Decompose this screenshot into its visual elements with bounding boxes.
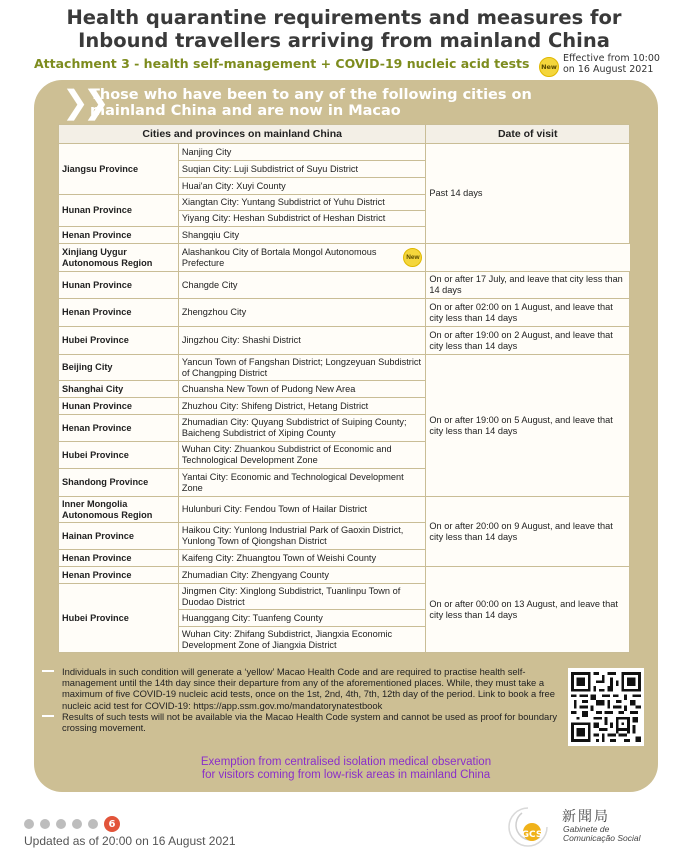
table-row — [59, 497, 630, 523]
effective-line-1: Effective from 10:00 — [563, 53, 660, 64]
province-cell: Beijing City — [59, 355, 179, 381]
title-line-1: Health quarantine requirements and measures for — [66, 6, 622, 29]
exemption-line-2: for visitors coming from low-risk areas in mainland China — [201, 769, 491, 781]
date-cell: On or after 20:00 on 9 August, and leave that city less than 14 days — [426, 497, 630, 567]
notes — [42, 666, 562, 733]
col-header-region: Cities and provinces on mainland China — [59, 125, 426, 144]
exemption-line-1: Exemption from centralised isolation medical observation — [200, 756, 492, 768]
table-header-row — [59, 125, 630, 144]
province-cell: Inner Mongolia Autonomous Region — [59, 497, 179, 523]
province-cell: Hunan Province — [59, 195, 179, 227]
province-cell: Hubei Province — [59, 442, 179, 469]
table-row — [59, 327, 630, 355]
date-cell: On or after 19:00 on 5 August, and leave that city less than 14 days — [426, 355, 630, 497]
city-cell: Zhumadian City: Zhengyang County — [178, 567, 426, 584]
city-text: Alashankou City of Bortala Mongol Autonomous Prefecture — [181, 246, 377, 268]
note-text: Results of such tests will not be available via the Macao Health Code system and cannot be used as proof for boundary crossing movement. — [62, 710, 558, 734]
province-cell: Henan Province — [59, 299, 179, 327]
city-cell: Zhengzhou City — [178, 299, 426, 327]
subtitle: Attachment 3 - health self-management + COVID-19 nucleic acid tests — [34, 56, 530, 71]
city-cell: Zhuzhou City: Shifeng District, Hetang District — [178, 398, 426, 415]
page-dot[interactable] — [88, 819, 98, 829]
note-item — [42, 666, 562, 711]
city-cell: Yantai City: Economic and Technological Development Zone — [178, 469, 426, 497]
note-item — [42, 711, 562, 733]
city-cell: Shangqiu City — [178, 227, 426, 244]
page-dot[interactable] — [56, 819, 66, 829]
table-row — [59, 567, 630, 584]
note-text: Individuals in such condition will generate a ‘yellow’ Macao Health Code and are required to practise health self-management until the 14th day since their departure from any of the aforementioned places. While, they must take a maximum of five COVID-19 nucleic acid tests, once on the 1st, 2nd, 4th, 7th, 12th day of the period. Link to book a free nucleic acid test for COVID-19: https://app.ssm.gov.mo/mandatorynatestbook — [62, 666, 555, 711]
city-cell: Kaifeng City: Zhuangtou Town of Weishi County — [178, 550, 426, 567]
province-cell: Henan Province — [59, 550, 179, 567]
page-dot[interactable] — [24, 819, 34, 829]
city-cell: Nanjing City — [178, 144, 426, 161]
city-cell: Xiangtan City: Yuntang Subdistrict of Yuhu District — [178, 195, 426, 211]
qr-code-icon[interactable] — [568, 668, 644, 746]
gcs-logo — [504, 804, 552, 850]
org-name-cn: 新聞局 — [562, 809, 610, 825]
city-cell: Yiyang City: Heshan Subdistrict of Heshan District — [178, 211, 426, 227]
dash-bullet-icon — [42, 670, 54, 672]
page-dot[interactable] — [72, 819, 82, 829]
province-cell: Hunan Province — [59, 272, 179, 299]
city-cell: Zhumadian City: Quyang Subdistrict of Suiping County; Baicheng Subdistrict of Xiping County — [178, 415, 426, 442]
panel-title — [90, 87, 532, 119]
panel-title-line-2: mainland China and are now in Macao — [90, 103, 401, 119]
org-pt-line-1: Gabinete de — [563, 824, 610, 834]
org-pt-line-2: Comunicação Social — [563, 833, 641, 843]
title-line-2: Inbound travellers arriving from mainland China — [78, 29, 610, 52]
date-cell: On or after 02:00 on 1 August, and leave that city less than 14 days — [426, 299, 630, 327]
city-cell: Chuansha New Town of Pudong New Area — [178, 381, 426, 398]
city-cell: Huanggang City: Tuanfeng County — [178, 610, 426, 627]
province-cell: Hubei Province — [59, 584, 179, 653]
col-header-date: Date of visit — [426, 125, 630, 144]
org-name-pt — [563, 825, 640, 843]
dash-bullet-icon — [42, 715, 54, 717]
province-cell: Xinjiang Uygur Autonomous Region — [59, 244, 179, 272]
city-cell: Hulunburi City: Fendou Town of Hailar District — [178, 497, 426, 523]
city-cell: Changde City — [178, 272, 426, 299]
cities-table — [58, 124, 630, 653]
city-cell: Yancun Town of Fangshan District; Longzeyuan Subdistrict of Changping District — [178, 355, 426, 381]
table-row — [59, 244, 630, 272]
effective-line-2: on 16 August 2021 — [563, 63, 654, 75]
city-cell — [178, 244, 426, 272]
province-cell: Henan Province — [59, 227, 179, 244]
new-badge-icon: New — [539, 57, 559, 77]
updated-timestamp: Updated as of 20:00 on 16 August 2021 — [24, 834, 236, 848]
city-cell: Haikou City: Yunlong Industrial Park of Gaoxin District, Yunlong Town of Qiongshan District — [178, 523, 426, 550]
date-cell: On or after 19:00 on 2 August, and leave that city less than 14 days — [426, 327, 630, 355]
city-cell: Jingmen City: Xinglong Subdistrict, Tuanlinpu Town of Duodao District — [178, 584, 426, 610]
city-cell: Huai'an City: Xuyi County — [178, 178, 426, 195]
current-page-badge: 6 — [104, 816, 120, 832]
page-title — [0, 6, 688, 52]
city-cell: Suqian City: Luji Subdistrict of Suyu District — [178, 161, 426, 178]
table-row — [59, 299, 630, 327]
province-cell: Hainan Province — [59, 523, 179, 550]
province-cell: Hubei Province — [59, 327, 179, 355]
logo-text: GCS — [521, 830, 543, 840]
province-cell: Jiangsu Province — [59, 144, 179, 195]
date-cell: Past 14 days — [426, 144, 630, 244]
panel-title-line-1: Those who have been to any of the following cities on — [90, 87, 532, 103]
table-row — [59, 355, 630, 381]
province-cell: Hunan Province — [59, 398, 179, 415]
city-cell: Wuhan City: Zhuankou Subdistrict of Economic and Technological Development Zone — [178, 442, 426, 469]
page-indicator — [24, 816, 120, 832]
double-chevron-icon: ❯❯ — [62, 83, 104, 121]
table-row — [59, 144, 630, 161]
effective-date — [563, 54, 660, 75]
province-cell: Shandong Province — [59, 469, 179, 497]
new-badge-icon: New — [403, 248, 422, 267]
page-dot[interactable] — [40, 819, 50, 829]
city-cell: Jingzhou City: Shashi District — [178, 327, 426, 355]
date-cell: On or after 00:00 on 13 August, and leave that city less than 14 days — [426, 567, 630, 653]
province-cell: Shanghai City — [59, 381, 179, 398]
city-cell: Wuhan City: Zhifang Subdistrict, Jiangxia Economic Development Zone of Jiangxia District — [178, 627, 426, 653]
province-cell: Henan Province — [59, 415, 179, 442]
table-row — [59, 272, 630, 299]
province-cell: Henan Province — [59, 567, 179, 584]
date-cell: On or after 17 July, and leave that city less than 14 days — [426, 272, 630, 299]
exemption-link[interactable] — [34, 756, 658, 782]
